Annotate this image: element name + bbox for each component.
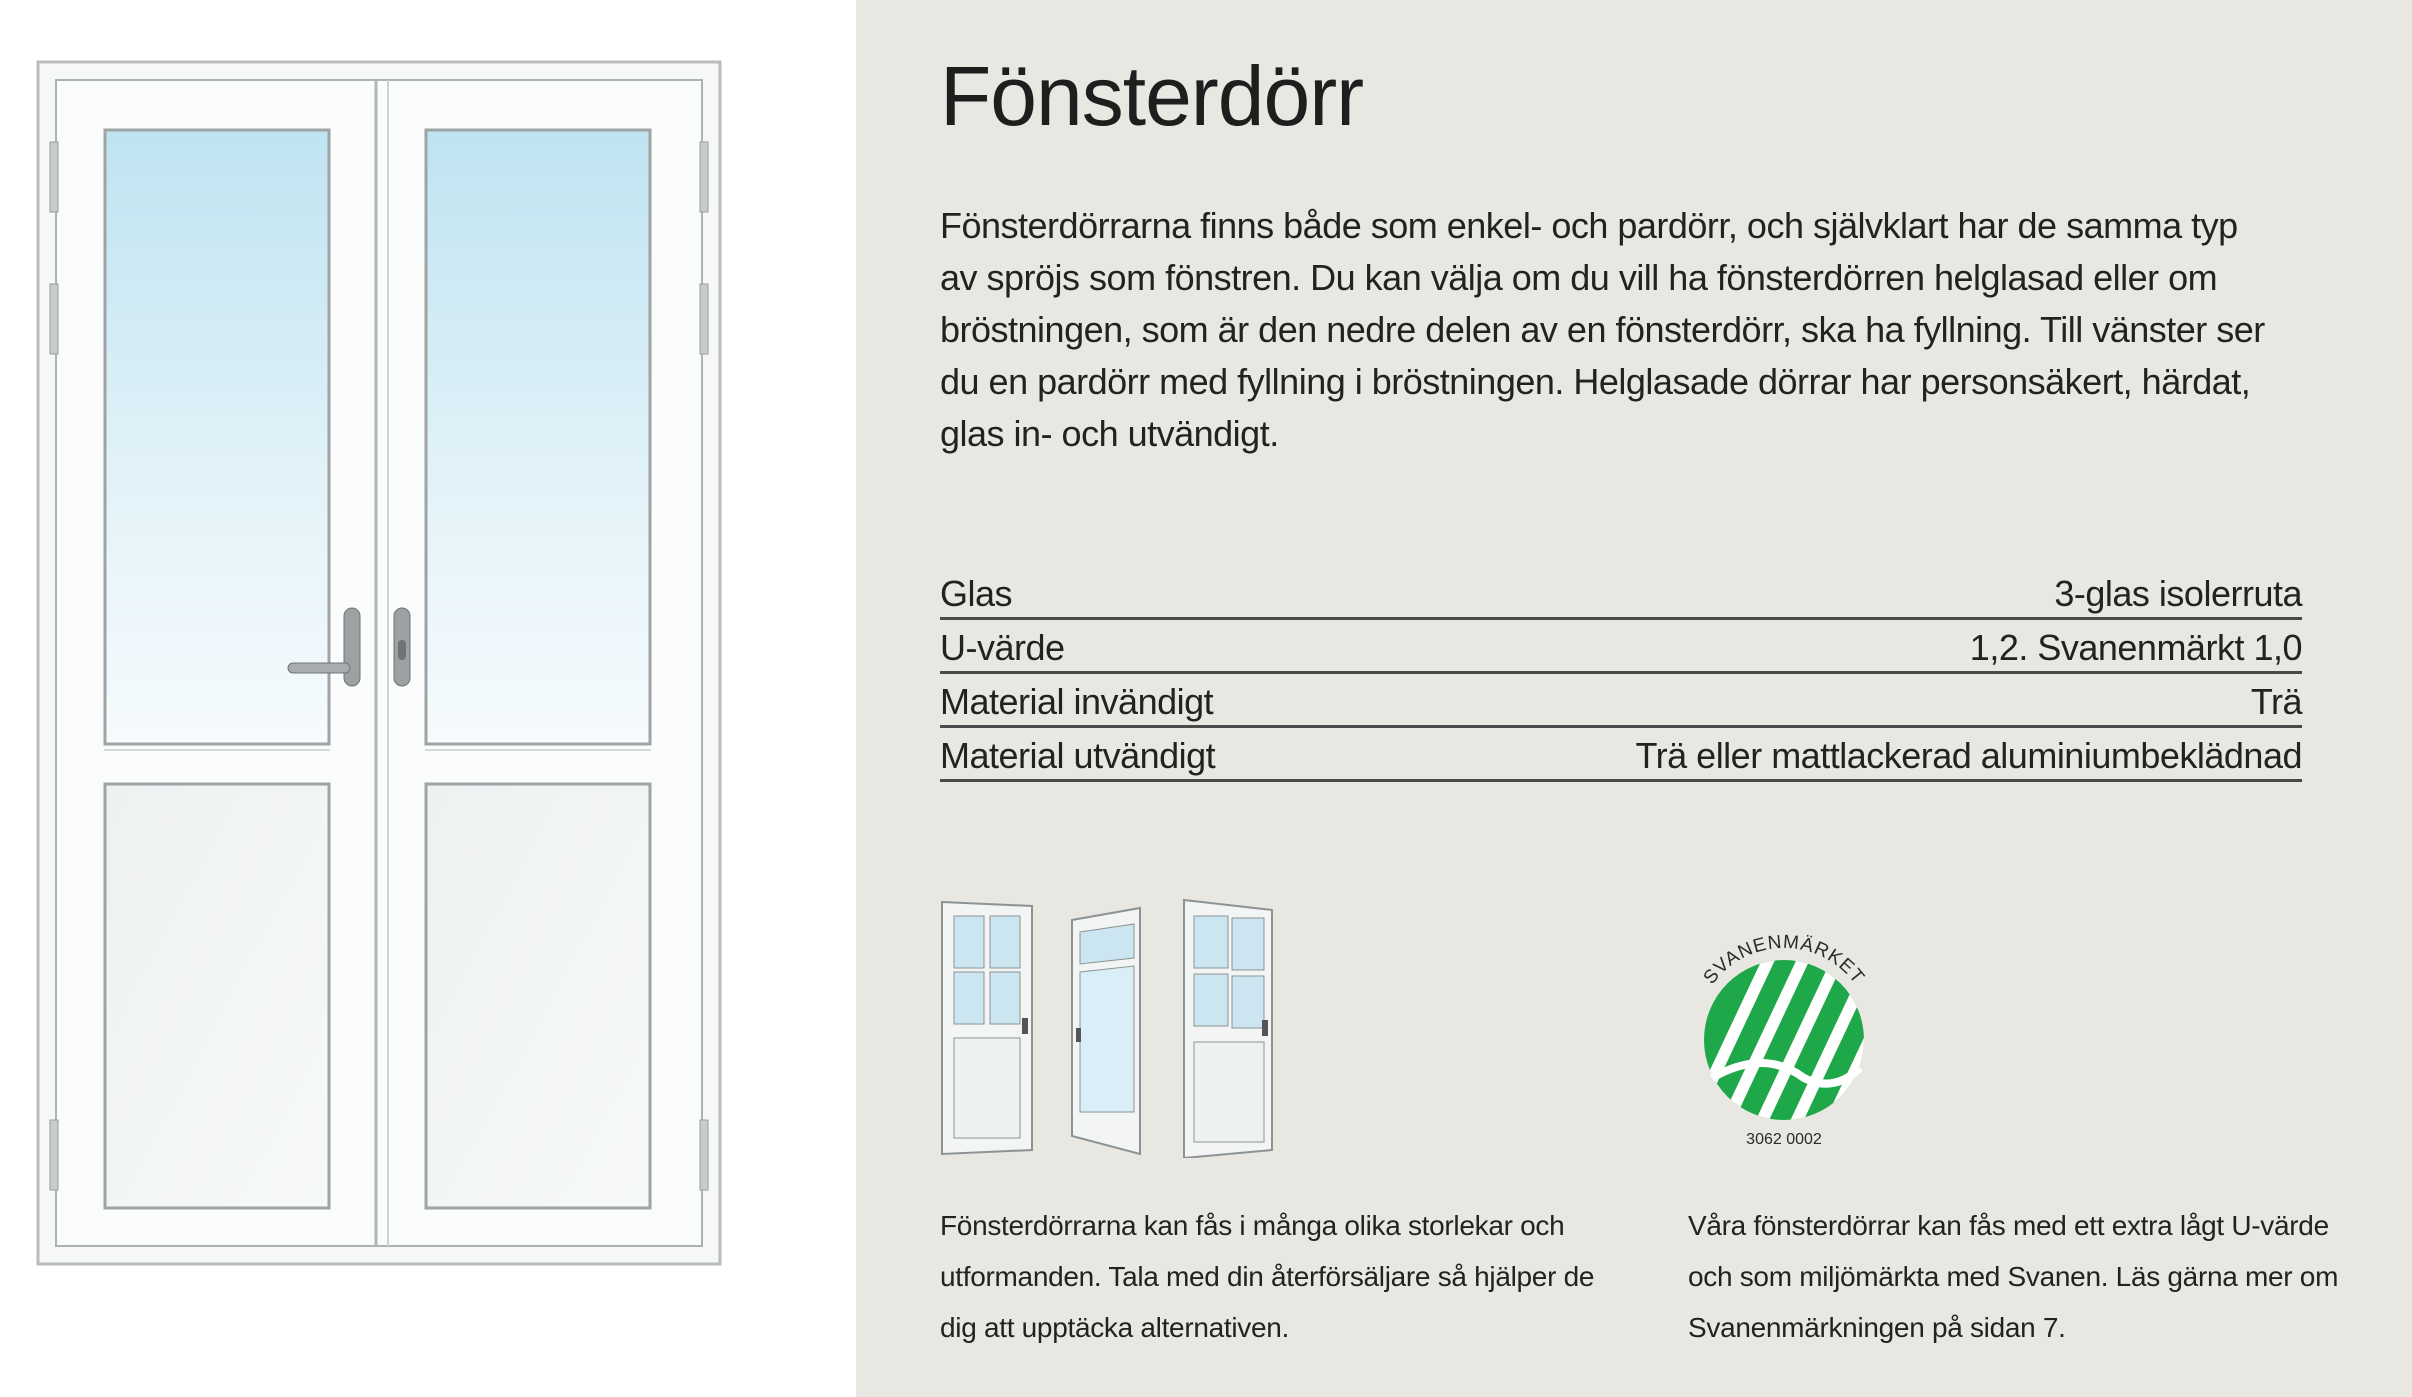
spec-value: 3-glas isolerruta (1338, 566, 2302, 619)
svanen-ecolabel-logo (1684, 928, 1884, 1168)
product-info-panel (856, 0, 2412, 1397)
spec-row (940, 673, 2302, 727)
svanen-caption: Våra fönsterdörrar kan fås med ett extra lågt U-värde och som miljömärkta med Svanen. Läs gärna mer om Svanenmärkningen på sidan 7. (1688, 1210, 2339, 1343)
page-title: Fönsterdörr (940, 49, 1364, 143)
intro-paragraph: Fönsterdörrarna finns både som enkel- och pardörr, och självklart har de samma typ av spröjs som fönstren. Du kan välja om du vill ha fönsterdörren helglasad eller om bröstningen, som är den nedre delen av en fönsterdörr, ska ha fyllning. Till vänster ser du en pardörr med fyllning i bröstningen. Helglasade dörrar har personsäkert, härdat, glas in- och utvändigt. (940, 205, 2265, 454)
spec-row (940, 566, 2302, 619)
sizes-caption: Fönsterdörrarna kan fås i många olika storlekar och utformanden. Tala med din återförsäljare så hjälper de dig att upptäcka alternativen. (940, 1210, 1595, 1343)
door-variant-four-lights (942, 902, 1032, 1154)
spec-value: Trä (1338, 673, 2302, 727)
spec-table (940, 566, 2302, 782)
spec-value: Trä eller mattlackerad aluminiumbeklädnad (1338, 727, 2302, 781)
spec-value: 1,2. Svanenmärkt 1,0 (1338, 619, 2302, 673)
spec-row (940, 727, 2302, 781)
door-variants-illustration (940, 898, 1300, 1158)
swan-license-number: 3062 0002 (1746, 1131, 1822, 1148)
product-image-panel (0, 0, 856, 1397)
swan-arc-text: SVANENMÄRKET (1699, 931, 1869, 989)
spec-label: Material utvändigt (940, 727, 1338, 781)
door-variant-four-lights-angled (1184, 900, 1272, 1158)
door-variant-full-glass (1072, 908, 1140, 1154)
spec-label: Material invändigt (940, 673, 1338, 727)
spec-label: U-värde (940, 619, 1338, 673)
french-door-illustration (36, 60, 726, 1270)
spec-label: Glas (940, 566, 1338, 619)
spec-row (940, 619, 2302, 673)
